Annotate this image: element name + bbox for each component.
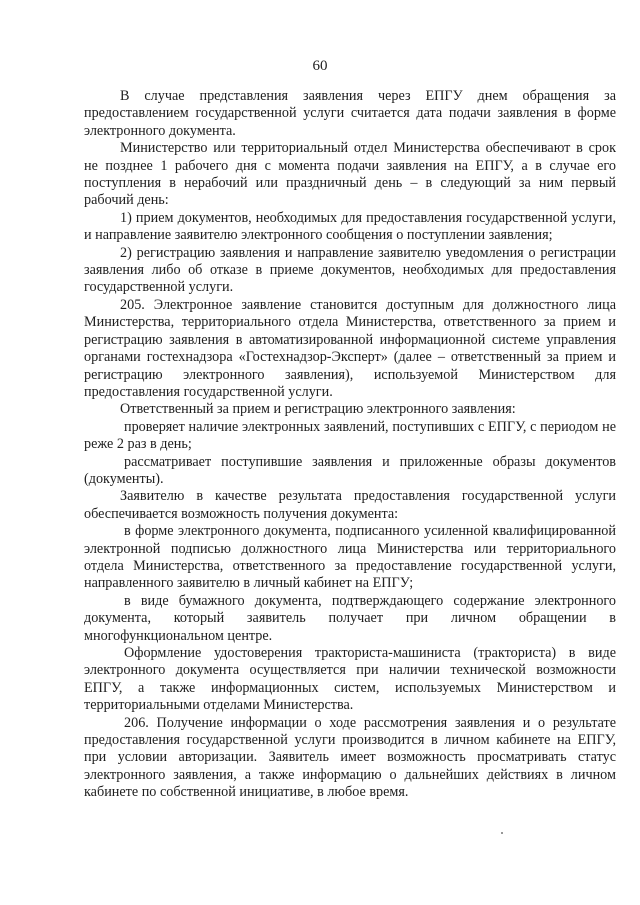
paragraph-result-options: Заявителю в качестве результата предоставления государственной услуги обеспечивается возможность получения документа: — [84, 488, 616, 522]
scan-speck — [501, 832, 503, 834]
page-number: 60 — [312, 58, 328, 74]
paragraph-ministry-obligations: Министерство или территориальный отдел Министерства обеспечивают в срок не позднее 1 рабочего дня с момента подачи заявления на ЕПГУ, а в случае его поступления в нерабочий или праздничный день – в следующий за ним первый рабочий день: — [84, 140, 616, 209]
list-item-reviews-applications: рассматривает поступившие заявления и приложенные образы документов (документы). — [84, 453, 616, 487]
list-item-registration: 2) регистрацию заявления и направление заявителю уведомления о регистрации заявления либо об отказе в приеме документов, необходимых для предоставления государственной услуги. — [84, 244, 616, 296]
paragraph-206-status-information: 206. Получение информации о ходе рассмотрения заявления и о результате предоставления государственной услуги производится в личном кабинете на ЕПГУ, при условии авторизации. Заявитель имеет возможность просматривать статус электронного заявления, а также информацию о дальнейших действиях в личном кабинете по собственной инициативе, в любое время. — [84, 714, 616, 801]
list-item-paper-document: в виде бумажного документа, подтверждающего содержание электронного документа, который заявитель получает при личном обращении в многофункциональном центре. — [84, 592, 616, 644]
document-body — [84, 88, 616, 802]
list-item-electronic-document: в форме электронного документа, подписанного усиленной квалифицированной электронной подписью должностного лица Министерства или территориального отдела Министерства, ответственного за предоставление государственной услуги, направленного заявителю в личный кабинет на ЕПГУ; — [84, 523, 616, 592]
paragraph-epgu-application-date: В случае представления заявления через ЕПГУ днем обращения за предоставлением государственной услуги считается дата подачи заявления в форме электронного документа. — [84, 88, 616, 139]
list-item-checks-applications: проверяет наличие электронных заявлений, поступивших с ЕПГУ, с периодом не реже 2 раз в день; — [84, 418, 616, 453]
list-item-document-acceptance: 1) прием документов, необходимых для предоставления государственной услуги, и направление заявителю электронного сообщения о поступлении заявления; — [84, 209, 616, 244]
paragraph-205-electronic-application: 205. Электронное заявление становится доступным для должностного лица Министерства, территориального отдела Министерства, ответственного за прием и регистрацию заявления в автоматизированной информационной системе управления органами гостехнадзора «Гостехнадзор-Эксперт» (далее – ответственный за прием и регистрацию электронного заявления), используемой Министерством для предоставления государственной услуги. — [84, 296, 616, 400]
paragraph-tractor-license: Оформление удостоверения тракториста-машиниста (тракториста) в виде электронного документа осуществляется при наличии технической возможности ЕПГУ, а также информационных систем, используемых Министерством и территориальными отделами Министерства. — [84, 645, 616, 714]
paragraph-responsible-official: Ответственный за прием и регистрацию электронного заявления: — [120, 401, 516, 418]
